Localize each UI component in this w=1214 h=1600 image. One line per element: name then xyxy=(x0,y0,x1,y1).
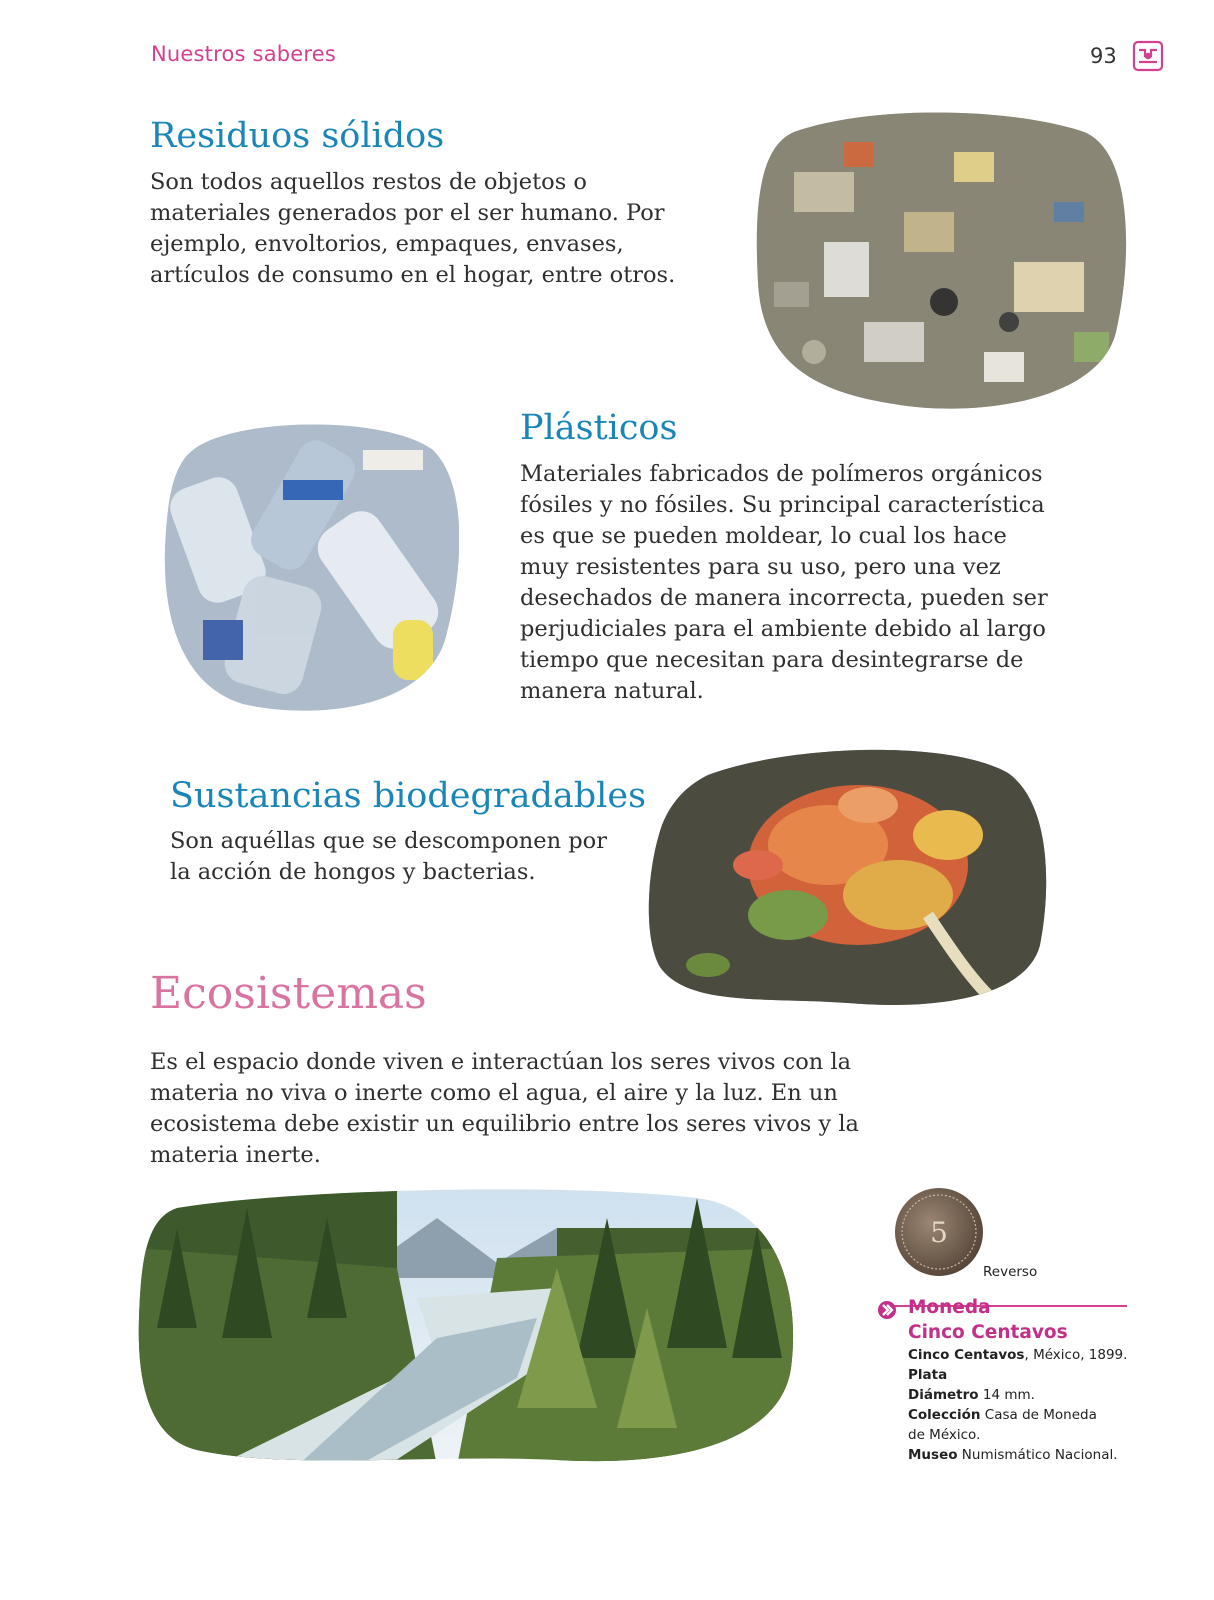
coin-diameter-line xyxy=(908,1385,1127,1405)
text-line: Son todos aquellos restos de objetos o xyxy=(150,169,587,195)
coin-diameter-label: Diámetro xyxy=(908,1387,979,1403)
text-line: materiales generados por el ser humano. Por xyxy=(150,200,665,226)
text-line: artículos de consumo en el hogar, entre otros. xyxy=(150,262,676,288)
ecosistemas-title: Ecosistemas xyxy=(150,968,427,1019)
text-line: fósiles y no fósiles. Su principal característica xyxy=(520,492,1045,518)
coin-digit: 5 xyxy=(930,1216,948,1249)
coin-name-line xyxy=(908,1345,1127,1365)
biodegradables-paragraph xyxy=(170,826,640,888)
text-line: manera natural. xyxy=(520,678,704,704)
glyph-ornament-icon xyxy=(1130,38,1166,74)
coin-title-line2: Cinco Centavos xyxy=(908,1322,1068,1343)
text-line: materia no viva o inerte como el agua, el aire y la luz. En un xyxy=(150,1080,838,1106)
residuos-paragraph xyxy=(150,167,710,291)
text-line: Es el espacio donde viven e interactúan los seres vivos con la xyxy=(150,1049,852,1075)
text-line: muy resistentes para su uso, pero una vez xyxy=(520,554,1001,580)
text-line: tiempo que necesitan para desintegrarse de xyxy=(520,647,1024,673)
coin-title-line1: Moneda xyxy=(908,1297,991,1318)
plasticos-title: Plásticos xyxy=(520,408,678,448)
coin-collection-line xyxy=(908,1405,1127,1425)
coin-diameter-value: 14 mm. xyxy=(978,1387,1035,1403)
chevron-right-icon xyxy=(876,1299,898,1325)
coin-collection-line2: de México. xyxy=(908,1427,981,1443)
coin-name-rest: , México, 1899. xyxy=(1024,1347,1128,1363)
text-line: perjudiciales para el ambiente debido al largo xyxy=(520,616,1046,642)
compost-photo xyxy=(648,745,1050,1007)
text-line: la acción de hongos y bacterias. xyxy=(170,859,536,885)
page-number: 93 xyxy=(1090,44,1117,68)
coin-face-label: Reverso xyxy=(983,1264,1038,1280)
coin-museum-value: Numismático Nacional. xyxy=(957,1447,1118,1463)
coin-museum-label: Museo xyxy=(908,1447,958,1463)
biodegradables-title: Sustancias biodegradables xyxy=(170,776,647,816)
coin-museum-line xyxy=(908,1445,1127,1465)
text-line: Materiales fabricados de polímeros orgánicos xyxy=(520,461,1043,487)
ecosistemas-paragraph xyxy=(150,1047,870,1171)
plastic-bottles-photo xyxy=(163,420,459,715)
text-line: ecosistema debe existir un equilibrio entre los seres vivos y la xyxy=(150,1111,859,1137)
landfill-photo xyxy=(754,112,1128,412)
residuos-title: Residuos sólidos xyxy=(150,116,445,156)
coin-collection-value: Casa de Moneda xyxy=(980,1407,1097,1423)
text-line: es que se pueden moldear, lo cual los hace xyxy=(520,523,1007,549)
coin-name-bold: Cinco Centavos xyxy=(908,1347,1025,1363)
coin-info-block xyxy=(908,1295,1127,1465)
coin-collection-label: Colección xyxy=(908,1407,981,1423)
coin-material: Plata xyxy=(908,1367,948,1383)
coin-image xyxy=(893,1186,985,1282)
text-line: ejemplo, envoltorios, empaques, envases, xyxy=(150,231,624,257)
coin-material-line xyxy=(908,1365,1127,1385)
text-line: desechados de manera incorrecta, pueden ser xyxy=(520,585,1048,611)
running-head-section: Nuestros saberes xyxy=(151,42,337,66)
forest-river-photo xyxy=(137,1188,797,1466)
text-line: Son aquéllas que se descomponen por xyxy=(170,828,607,854)
plasticos-paragraph xyxy=(520,459,1080,707)
text-line: materia inerte. xyxy=(150,1142,321,1168)
